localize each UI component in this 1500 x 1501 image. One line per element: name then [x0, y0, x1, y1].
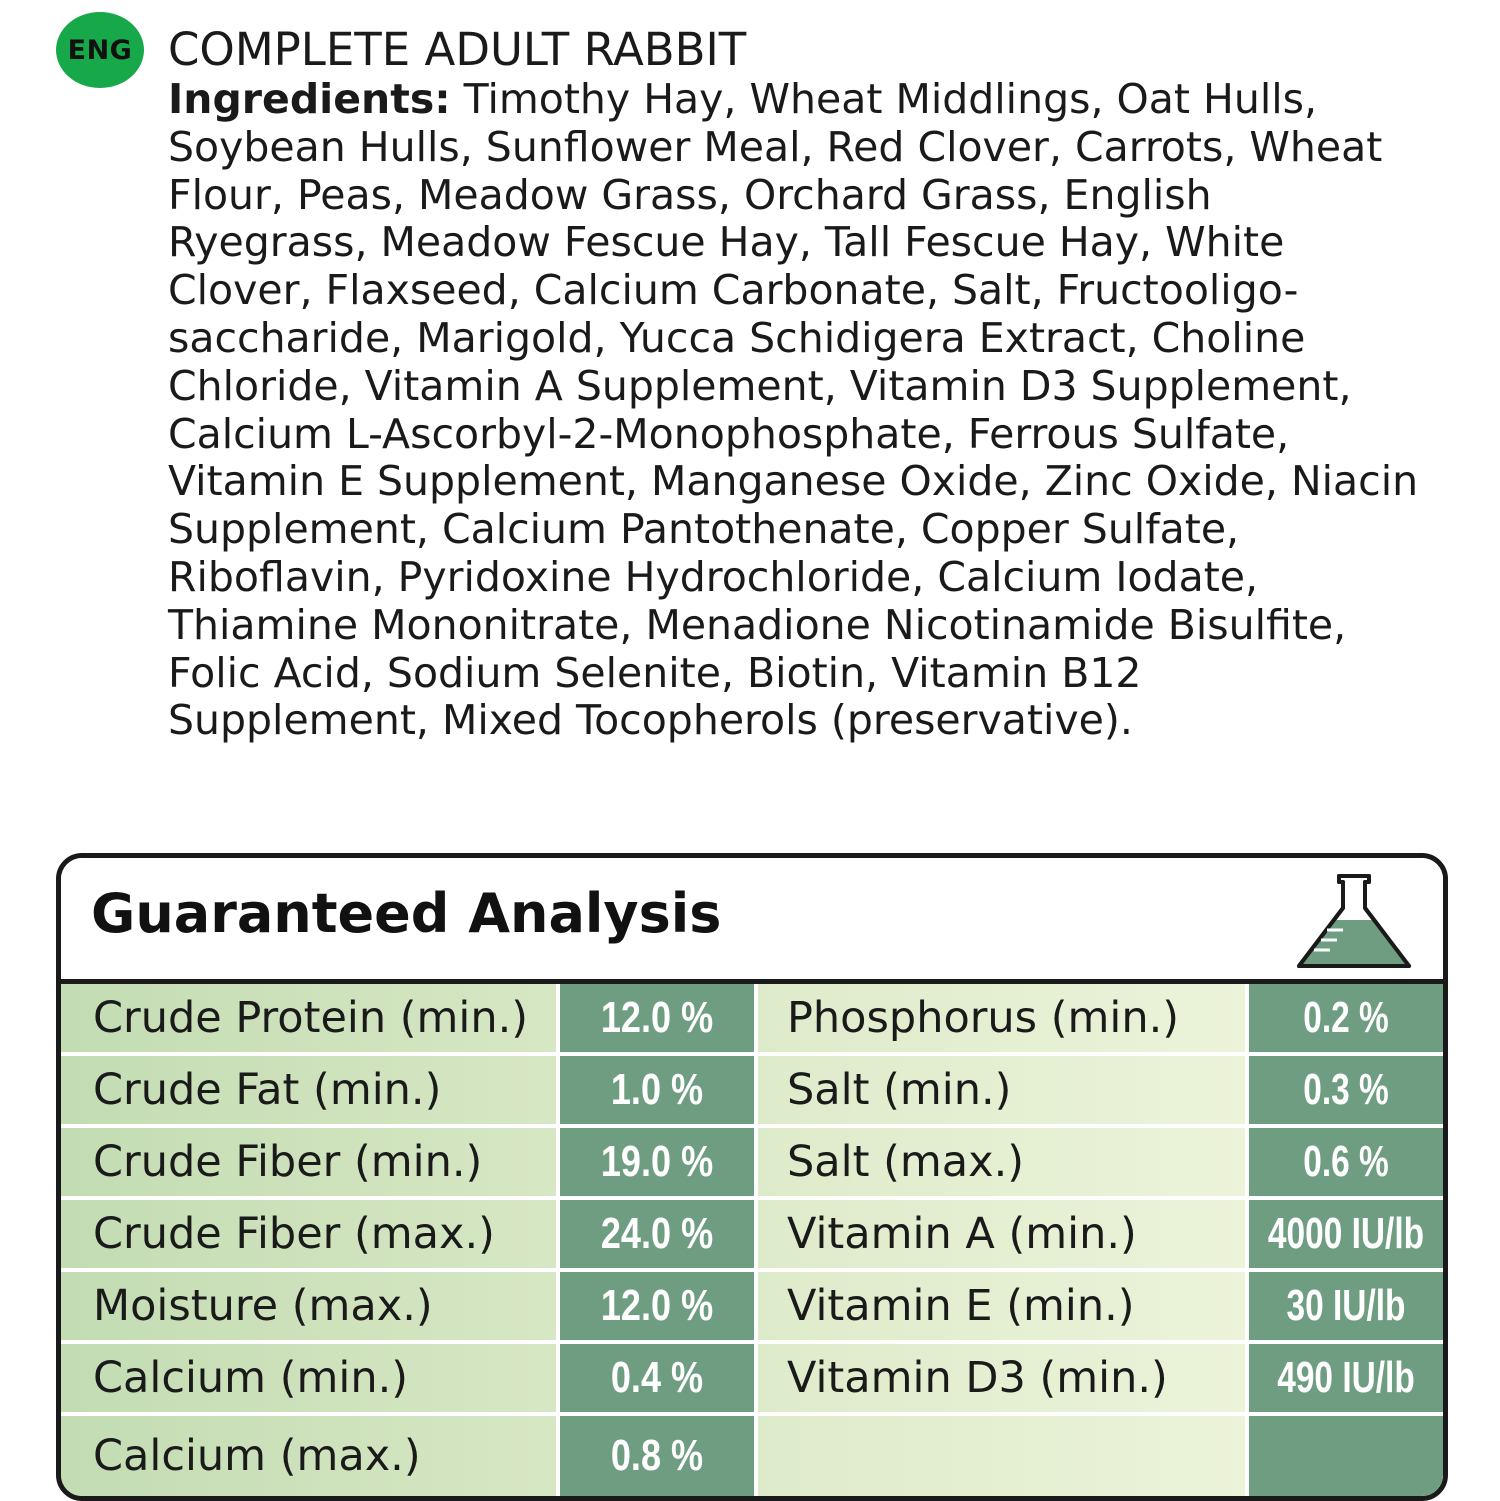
nutrient-value: [1272, 1416, 1419, 1496]
nutrient-name: Vitamin D3 (min.): [787, 1353, 1168, 1403]
table-row: [61, 1344, 1443, 1412]
nutrient-name: Crude Fiber (max.): [93, 1209, 495, 1259]
guaranteed-analysis-table: [61, 984, 1443, 1496]
nutrient-name: Salt (max.): [787, 1137, 1025, 1187]
ingredients-line: Supplement, Calcium Pantothenate, Copper Sulfate,: [168, 505, 1240, 554]
nutrient-name: Crude Fiber (min.): [93, 1137, 483, 1187]
table-row: [61, 1128, 1443, 1196]
table-row: [61, 1200, 1443, 1268]
guaranteed-analysis-title: Guaranteed Analysis: [91, 882, 722, 945]
guaranteed-analysis-panel: [56, 853, 1448, 1501]
nutrient-value: 19.0 %: [600, 1137, 714, 1186]
nutrient-value: 24.0 %: [600, 1209, 714, 1258]
nutrient-name: [787, 1416, 1242, 1496]
nutrient-value: 0.4 %: [610, 1353, 704, 1402]
nutrient-value: 0.2 %: [1303, 993, 1389, 1042]
table-row: [61, 984, 1443, 1052]
ingredients-line: Ryegrass, Meadow Fescue Hay, Tall Fescue Hay, White: [168, 218, 1285, 267]
nutrient-value: 1.0 %: [610, 1065, 704, 1114]
nutrient-name: Moisture (max.): [93, 1281, 433, 1331]
flask-icon: [1295, 872, 1413, 970]
ingredients-line: Vitamin E Supplement, Manganese Oxide, Zinc Oxide, Niacin: [168, 457, 1419, 506]
table-row: [61, 1416, 1443, 1496]
nutrient-name: Salt (min.): [787, 1065, 1012, 1115]
ingredients-line: Chloride, Vitamin A Supplement, Vitamin D3 Supplement,: [168, 361, 1352, 410]
nutrient-value: 490 IU/lb: [1277, 1353, 1415, 1402]
ingredients-line: Clover, Flaxseed, Calcium Carbonate, Salt, Fructooligo-: [168, 266, 1299, 315]
nutrient-value: 12.0 %: [600, 1281, 714, 1330]
nutrient-name: Crude Protein (min.): [93, 993, 529, 1043]
nutrient-value: 30 IU/lb: [1286, 1281, 1406, 1330]
nutrient-value: 0.8 %: [610, 1431, 704, 1480]
product-title: COMPLETE ADULT RABBIT: [168, 23, 747, 76]
guaranteed-analysis-header: [61, 858, 1443, 984]
nutrient-value: 0.6 %: [1303, 1137, 1389, 1186]
nutrient-value: 0.3 %: [1303, 1065, 1389, 1114]
ingredients-text: Timothy Hay, Wheat Middlings, Oat Hulls,: [450, 75, 1318, 123]
nutrient-name: Vitamin A (min.): [787, 1209, 1137, 1259]
ingredients-line: Calcium L-Ascorbyl-2-Monophosphate, Ferrous Sulfate,: [168, 409, 1290, 458]
nutrient-name: Calcium (max.): [93, 1431, 421, 1481]
table-row: [61, 1272, 1443, 1340]
ingredients-line: Riboflavin, Pyridoxine Hydrochloride, Calcium Iodate,: [168, 552, 1259, 601]
ingredients-line: Thiamine Mononitrate, Menadione Nicotinamide Bisulfite,: [168, 600, 1347, 649]
language-badge: ENG: [56, 12, 144, 88]
ingredients-paragraph: [168, 76, 1468, 745]
ingredients-line: Supplement, Mixed Tocopherols (preservative).: [168, 696, 1133, 745]
ingredients-line: Folic Acid, Sodium Selenite, Biotin, Vitamin B12: [168, 648, 1142, 697]
ingredients-line: Flour, Peas, Meadow Grass, Orchard Grass, English: [168, 170, 1212, 219]
table-row: [61, 1056, 1443, 1124]
ingredients-line: [168, 76, 1468, 124]
nutrient-value: 12.0 %: [600, 993, 714, 1042]
nutrient-name: Crude Fat (min.): [93, 1065, 442, 1115]
nutrient-value: 4000 IU/lb: [1267, 1209, 1425, 1258]
nutrient-name: Calcium (min.): [93, 1353, 409, 1403]
ingredients-line: Soybean Hulls, Sunflower Meal, Red Clover, Carrots, Wheat: [168, 122, 1383, 171]
ingredients-line: saccharide, Marigold, Yucca Schidigera Extract, Choline: [168, 313, 1306, 362]
nutrient-name: Phosphorus (min.): [787, 993, 1180, 1043]
nutrient-name: Vitamin E (min.): [787, 1281, 1135, 1331]
ingredients-label: Ingredients:: [168, 75, 451, 123]
